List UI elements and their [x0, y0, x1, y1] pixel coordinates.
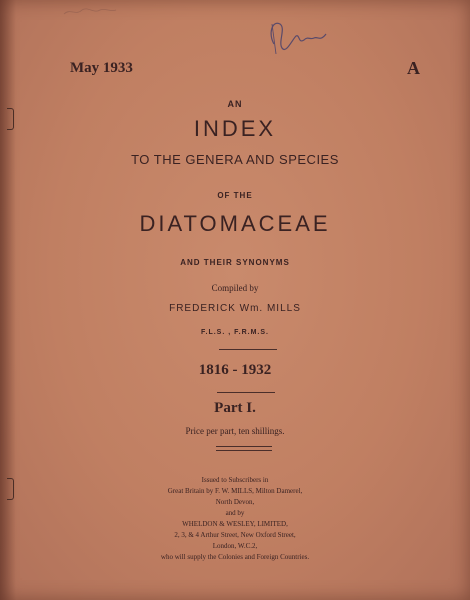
faded-pencil-note	[60, 4, 120, 18]
divider-rule	[217, 392, 275, 393]
title-synonyms: AND THEIR SYNONYMS	[180, 258, 290, 267]
author-credentials: F.L.S. , F.R.M.S.	[201, 329, 269, 336]
title-diatomaceae: DIATOMACEAE	[139, 211, 331, 236]
title-an: AN	[227, 99, 243, 109]
part-letter: A	[407, 58, 420, 78]
author-name: FREDERICK Wm. MILLS	[169, 303, 301, 314]
compiled-by: Compiled by	[211, 283, 259, 293]
year-range: 1816 - 1932	[198, 362, 272, 378]
imprint-line: London, W.C.2,	[212, 542, 258, 550]
divider-rule	[219, 349, 277, 350]
title-of-the: OF THE	[217, 191, 253, 200]
imprint-line: Issued to Subscribers in	[201, 476, 269, 484]
handwritten-signature	[262, 14, 332, 59]
issue-date: May 1933	[70, 60, 133, 76]
imprint-line: Great Britain by F. W. MILLS, Milton Damerel,	[167, 487, 303, 495]
part-number: Part I.	[214, 400, 256, 416]
title-main: INDEX	[193, 116, 277, 141]
title-line-genera: TO THE GENERA AND SPECIES	[131, 152, 339, 167]
double-rule	[216, 446, 272, 451]
imprint-line: and by	[225, 509, 245, 517]
imprint-line: who will supply the Colonies and Foreign Countries.	[160, 553, 310, 561]
price-line: Price per part, ten shillings.	[185, 426, 285, 436]
imprint-line: WHELDON & WESLEY, LIMITED,	[182, 520, 288, 528]
imprint-line: 2, 3, & 4 Arthur Street, New Oxford Street,	[174, 531, 296, 539]
imprint-line: North Devon,	[215, 498, 255, 506]
